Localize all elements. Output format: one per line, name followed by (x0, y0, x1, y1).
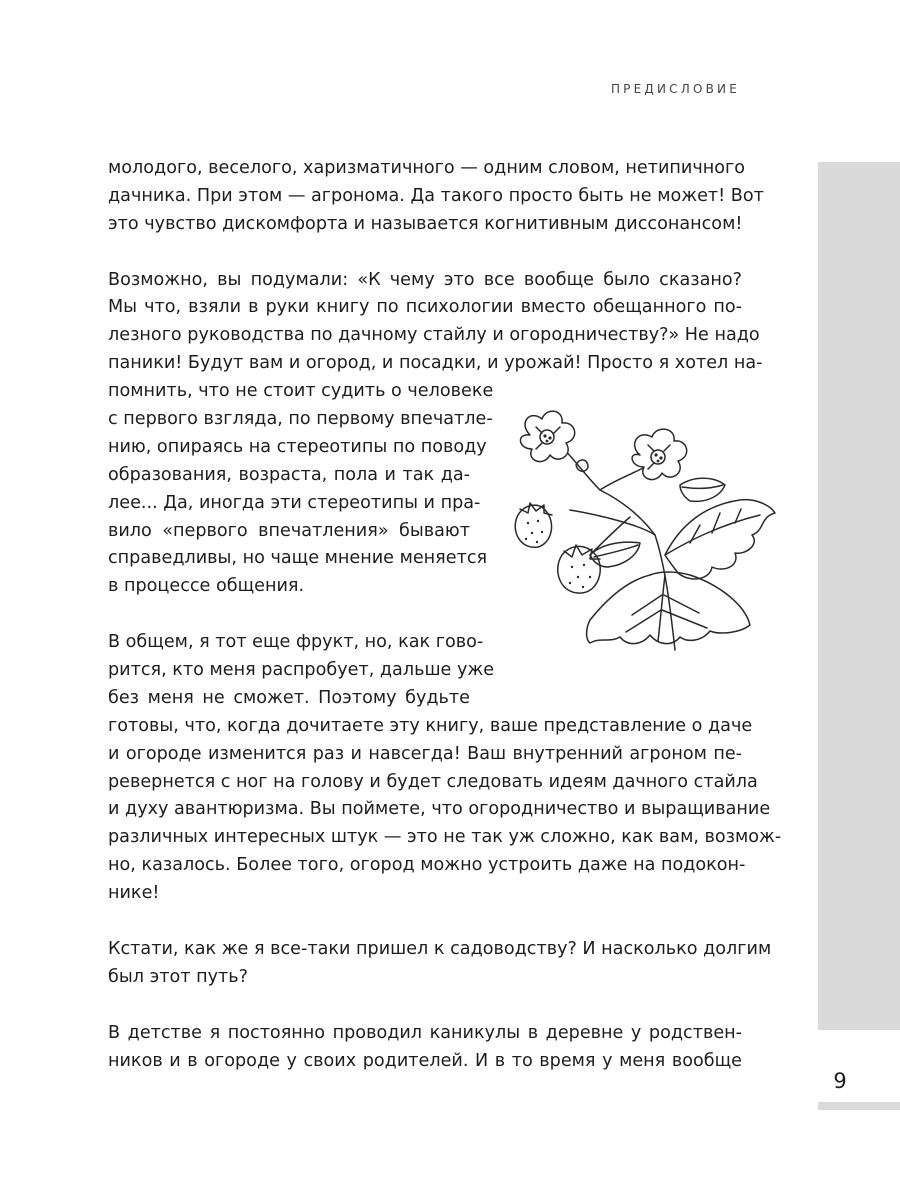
text-line: в процессе общения. (108, 576, 305, 597)
text-line: паники! Будут вам и огород, и посадки, и урожай! Просто я хотел на- (108, 353, 763, 374)
text-line: и духу авантюризма. Вы поймете, что огородничество и выращивание (108, 799, 771, 820)
text-line: но, казалось. Более того, огород можно устроить даже на подокон- (108, 855, 746, 876)
text-line: В общем, я тот еще фрукт, но, как гово- (108, 632, 484, 653)
text-line: с первого взгляда, по первому впечатле- (108, 409, 493, 430)
page-number: 9 (833, 1069, 847, 1093)
text-line: вило «первого впечатления» бывают (108, 520, 470, 541)
text-line: это чувство дискомфорта и называется когнитивным диссонансом! (108, 213, 743, 234)
text-line: был этот путь? (108, 966, 248, 987)
text-line: Возможно, вы подумали: «К чему это все вообще было сказано? (108, 269, 742, 290)
text-line: помнить, что не стоит судить о человеке (108, 381, 494, 402)
text-line: ревернется с ног на голову и будет следовать идеям дачного стайла (108, 771, 758, 792)
text-line: образования, возраста, пола и так да- (108, 464, 470, 485)
text-line: рится, кто меня распробует, дальше уже (108, 660, 495, 681)
text-line: и огороде изменится раз и навсегда! Ваш внутренний агроном пе- (108, 743, 742, 764)
page-number-bar (818, 1102, 900, 1110)
side-tab (818, 162, 900, 1030)
text-line: без меня не сможет. Поэтому будьте (108, 687, 470, 708)
text-line: готовы, что, когда дочитаете эту книгу, ваше представление о даче (108, 715, 753, 736)
text-line: нике! (108, 883, 160, 904)
text-line: ников и в огороде у своих родителей. И в то время у меня вообще (108, 1050, 742, 1071)
text-line: справедливы, но чаще мнение меняется (108, 548, 488, 569)
running-header: ПРЕДИСЛОВИЕ (610, 82, 740, 96)
text-line: дачника. При этом — агронома. Да такого просто быть не может! Вот (108, 185, 764, 206)
text-line: различных интересных штук — это не так уж сложно, как вам, возмож- (108, 827, 782, 848)
text-line: лее... Да, иногда эти стереотипы и пра- (108, 492, 481, 513)
strawberry-plant-icon (490, 405, 780, 655)
text-line: Мы что, взяли в руки книгу по психологии вместо обещанного по- (108, 297, 742, 318)
text-line: Кстати, как же я все-таки пришел к садоводству? И насколько долгим (108, 938, 772, 959)
text-line: нию, опираясь на стереотипы по поводу (108, 436, 487, 457)
text-line: В детстве я постоянно проводил каникулы в деревне у родствен- (108, 1022, 742, 1043)
text-line: молодого, веселого, харизматичного — одним словом, нетипичного (108, 158, 746, 178)
text-line: лезного руководства по дачному стайлу и огородничеству?» Не надо (108, 325, 760, 346)
